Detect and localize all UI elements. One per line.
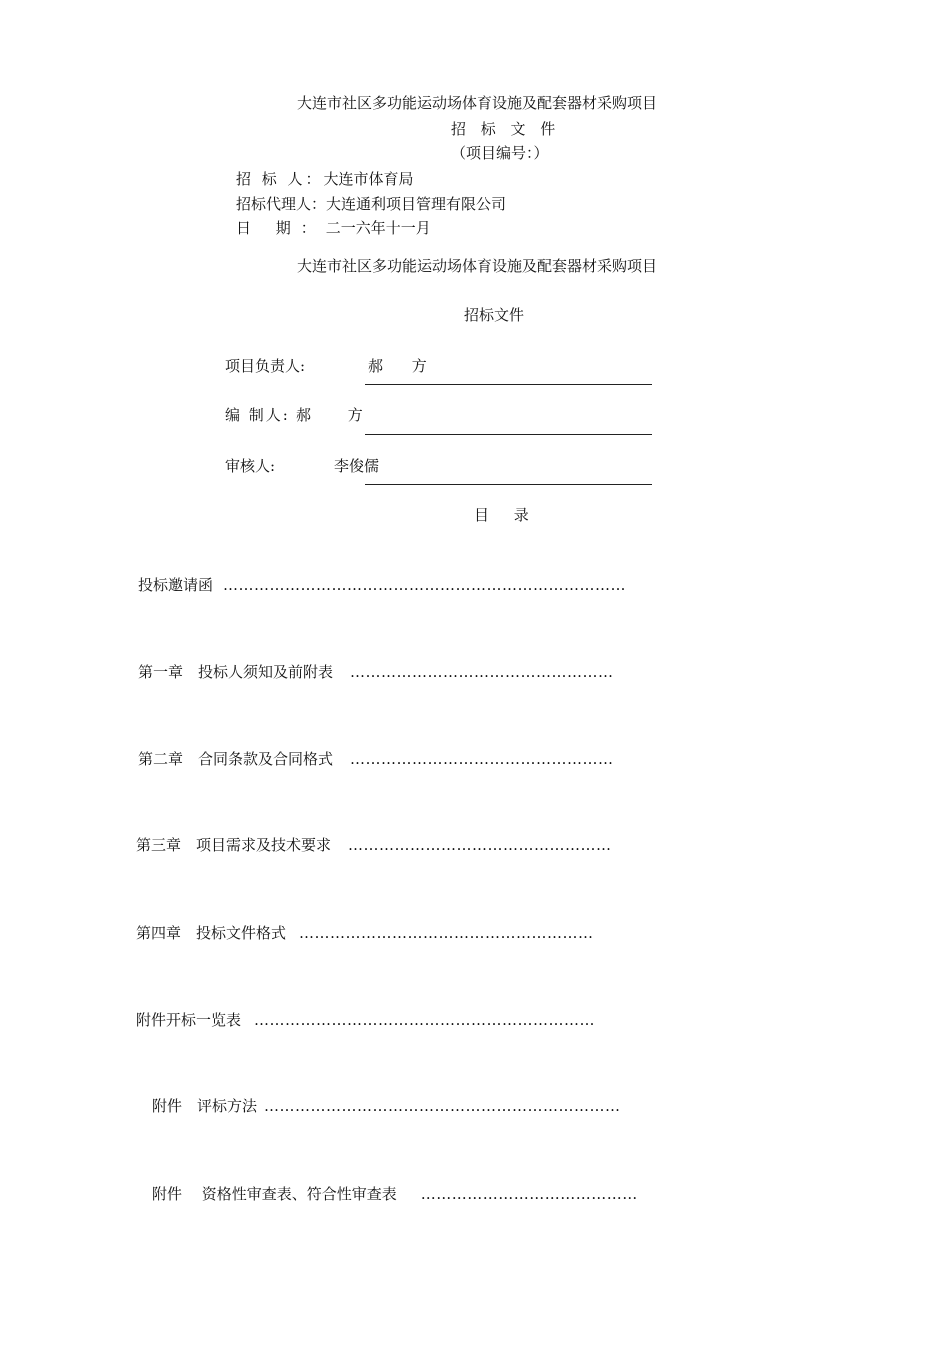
editor-label: 编 制人: (225, 406, 290, 424)
toc-item-label: 附件开标一览表 (136, 1011, 242, 1029)
project-manager-label: 项目负责人: (225, 357, 306, 375)
toc-item-dots: …………………………………………………………………… (223, 576, 627, 594)
toc-item[interactable] (152, 1185, 638, 1203)
project-manager-value: 郝 方 (368, 357, 439, 375)
toc-item[interactable] (136, 836, 612, 854)
toc-item-label: 第四章 投标文件格式 (136, 924, 287, 942)
toc-item-label: 第二章 合同条款及合同格式 (138, 750, 334, 768)
reviewer-value: 李俊儒 (334, 457, 380, 475)
reviewer-label: 审核人: (225, 457, 276, 475)
toc-item[interactable] (138, 663, 614, 681)
toc-item-label: 附件 评标方法 (152, 1097, 258, 1115)
cover-row-agent (236, 195, 506, 213)
cover-row-label: 日 期： (236, 219, 326, 237)
toc-item-dots: …………………………………………… (350, 663, 614, 681)
toc-title: 目 录 (474, 506, 539, 524)
cover-doc-type: 招 标 文 件 (451, 120, 561, 138)
toc-item-dots: …………………………………………………………… (264, 1097, 621, 1115)
toc-item[interactable] (138, 576, 626, 594)
cover-row-value: 大连通利项目管理有限公司 (326, 195, 507, 213)
toc-item-label: 第三章 项目需求及技术要求 (136, 836, 332, 854)
cover-row-date (236, 219, 431, 237)
toc-item-label: 附件 资格性审查表、符合性审查表 (152, 1185, 397, 1203)
toc-item-dots: …………………………………… (420, 1185, 638, 1203)
editor-underline (365, 434, 652, 435)
toc-item-dots: ………………………………………………… (299, 924, 594, 942)
reviewer-underline (365, 484, 652, 485)
cover-row-value: 二一六年十一月 (325, 219, 431, 237)
cover-row-tenderer (236, 170, 414, 188)
cover-project-title: 大连市社区多功能运动场体育设施及配套器材采购项目 (297, 94, 658, 112)
project-manager-underline (365, 384, 652, 385)
cover-project-number: （项目编号：） (451, 144, 549, 162)
toc-item-dots: …………………………………………… (350, 750, 614, 768)
toc-item[interactable] (136, 1011, 595, 1029)
toc-item[interactable] (152, 1097, 621, 1115)
signoff-project-title: 大连市社区多功能运动场体育设施及配套器材采购项目 (297, 257, 658, 275)
cover-row-label: 招标代理人： (236, 195, 327, 213)
toc-item-dots: ………………………………………………………… (254, 1011, 596, 1029)
editor-value: 郝 方 (296, 406, 379, 424)
toc-item-dots: …………………………………………… (348, 836, 612, 854)
cover-row-label: 招 标 人： (236, 170, 324, 188)
signoff-doc-type: 招标文件 (464, 306, 525, 324)
toc-item[interactable] (136, 924, 594, 942)
toc-item-label: 第一章 投标人须知及前附表 (138, 663, 334, 681)
toc-item[interactable] (138, 750, 614, 768)
toc-item-label: 投标邀请函 (138, 576, 214, 594)
cover-row-value: 大连市体育局 (323, 170, 414, 188)
